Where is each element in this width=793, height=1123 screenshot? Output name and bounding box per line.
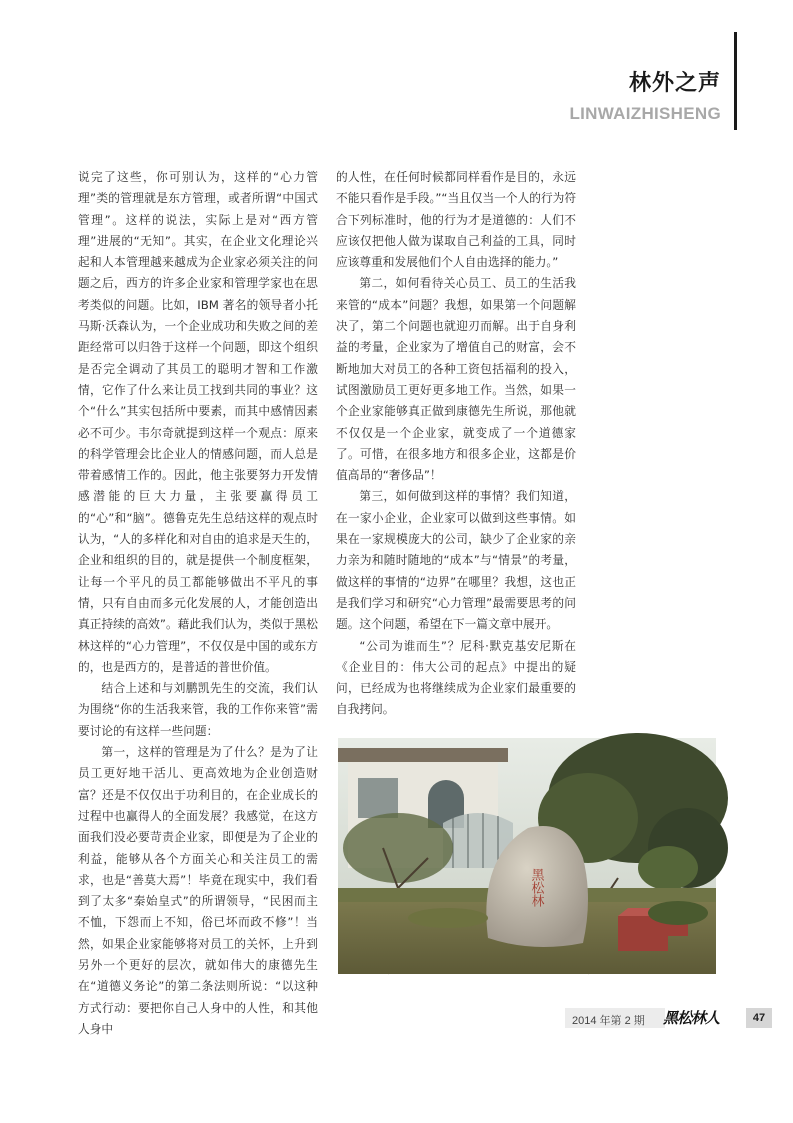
paragraph: 第三，如何做到这样的事情？我们知道，在一家小企业，企业家可以做到这些事情。如果在一家规模庞大的公司，缺少了企业家的亲力亲为和随时随地的“成本”与“情景”的考量，做这样的事情的“边界”在哪里？我想，这也正是我们学习和研究“心力管理”最需要思考的问题。这个问题，希望在下一篇文章中展开。: [336, 489, 576, 632]
article-photo: [338, 738, 716, 974]
stone-inscription: 黑松林: [528, 868, 544, 907]
page-number: 47: [746, 1008, 772, 1028]
paragraph: 结合上述和与刘鹏凯先生的交流，我们认为围绕“你的生活我来管，我的工作你来管”需要讨论的有这样一些问题：: [78, 681, 318, 738]
article-column-right: [336, 167, 576, 717]
section-pinyin: LINWAIZHISHENG: [569, 104, 721, 123]
paragraph: 第一，这样的管理是为了什么？是为了让员工更好地干活儿、更高效地为企业创造财富？还是不仅仅出于功利目的，在企业成长的过程中也赢得人的全面发展？我感觉，在这方面我们没必要苛责企业家，即便是为了企业的利益，能够从各个方面关心和关注员工的需求，也是“善莫大焉”！毕竟在现实中，我们看到了太多“秦始皇式”的所谓领导，“民困而主不恤，下怨而上不知，俗已坏而政不修”！当然，如果企业家能够将对员工的关怀，上升到另外一个更好的层次，就如伟大的康德先生在“道德义务论”的第二条法则所说：“以这种方式行动：要把你自己人身中的人性，和其他人身中: [78, 745, 318, 1036]
paragraph: 第二，如何看待关心员工、员工的生活我来管的“成本”问题？我想，如果第一个问题解决了，第二个问题也就迎刃而解。出于自身利益的考量，企业家为了增值自己的财富，会不断地加大对员工的各种工资包括福利的投入，试图激励员工更好更多地工作。当然，如果一个企业家能够真正做到康德先生所说，那他就不仅仅是一个企业家，就变成了一个道德家了。可惜，在很多地方和很多企业，这都是价值高昂的“奢侈品”！: [336, 276, 576, 483]
magazine-name: 黑松林人: [663, 1009, 720, 1027]
magazine-logo: [663, 1007, 741, 1027]
section-title: 林外之声: [628, 71, 721, 96]
paragraph: 说完了这些，你可别认为，这样的“心力管理”类的管理就是东方管理，或者所谓“中国式管理”。这样的说法，实际上是对“西方管理”进展的“无知”。其实，在企业文化理论兴起和人本管理越来越成为企业家必须关注的问题之后，西方的许多企业家和管理学家也在思考类似的问题。比如，IBM 著名的领导者小托马斯·沃森认为，一个企业成功和失败之间的差距经常可以归咎于这样一个问题，即这个组织是否完全调动了其员工的聪明才智和工作激情，它作了什么来让员工找到共同的事业？这个“什么”其实包括所中要素，而其中感情因素必不可少。韦尔奇就提到这样一个观点：原来的科学管理会比企业人的情感问题，而人总是带着感情工作的。因此，他主张要努力开发情感潜能的巨大力量，主张要赢得员工的“心”和“脑”。德鲁克先生总结这样的观点时认为，“人的多样化和对自由的追求是天生的，企业和组织的目的，就是提供一个制度框架，让每一个平凡的员工都能够做出不平凡的事情，只有自由而多元化发展的人，才能创造出真正持续的高效”。藉此我们认为，类似于黑松林这样的“心力管理”，不仅仅是中国的或东方的，也是西方的，是普适的普世价值。: [78, 170, 318, 674]
paragraph: “公司为谁而生”？尼科·默克基安尼斯在《企业目的：伟大公司的起点》中提出的疑问，已经成为也将继续成为企业家们最重要的自我拷问。: [336, 638, 576, 717]
paragraph: 的人性，在任何时候都同样看作是目的，永远不能只看作是手段。”“当且仅当一个人的行为符合下列标准时，他的行为才是道德的：人们不应该仅把他人做为谋取自己利益的工具，同时应该尊重和发展他们个人自由选择的能力。”: [336, 170, 577, 270]
issue-label: 2014 年第 2 期: [572, 1015, 645, 1027]
header-vertical-rule: [734, 32, 737, 130]
article-column-left: [78, 167, 318, 1036]
